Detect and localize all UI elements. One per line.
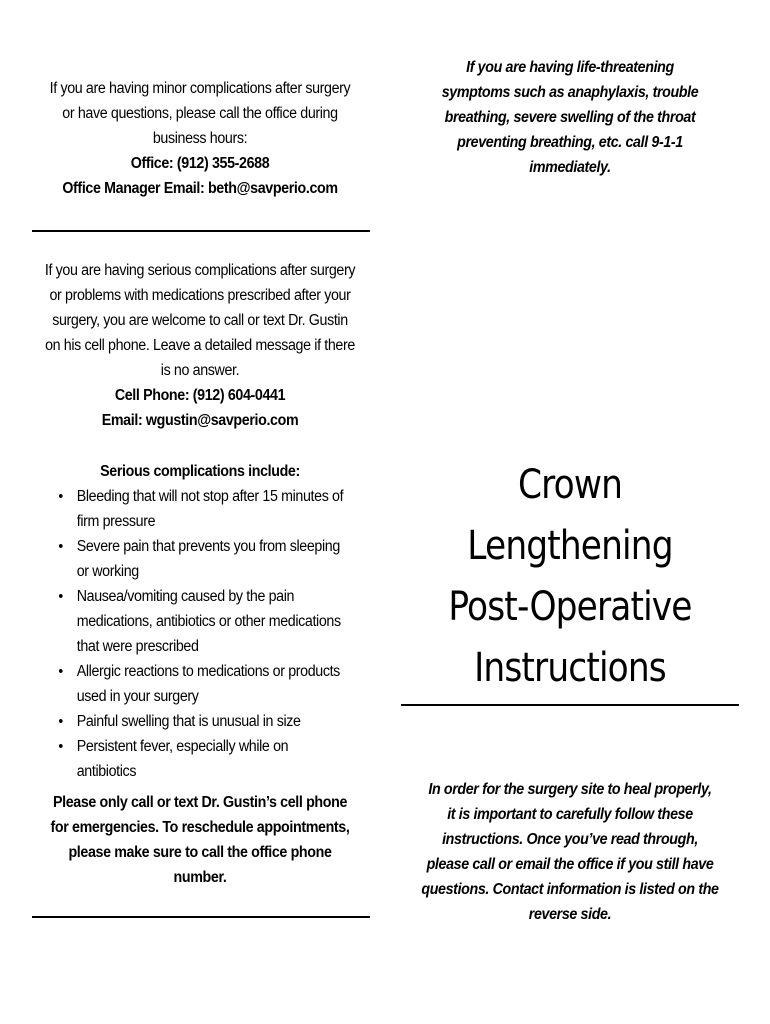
title-line: Crown Lengthening: [467, 462, 673, 569]
bullet-icon: •: [58, 738, 63, 755]
document-title: [424, 455, 716, 699]
emergency-note-line: please make sure to call the office phone: [68, 844, 332, 861]
cell-phone: Cell Phone: (912) 604-0441: [114, 387, 286, 404]
emergency-note-line: Please only call or text Dr. Gustin’s cell phone: [52, 794, 348, 811]
complications-list: [44, 484, 357, 784]
title-line: Instructions: [474, 645, 666, 691]
emergency-note-line: for emergencies. To reschedule appointments,: [50, 819, 350, 836]
list-item-text: Persistent fever, especially while on antibiotics: [76, 738, 289, 780]
bullet-icon: •: [58, 488, 63, 505]
list-item-text: Severe pain that prevents you from sleeping or working: [76, 538, 340, 580]
intro-line: it is important to carefully follow these: [447, 806, 693, 823]
intro-line: please call or email the office if you still have: [426, 856, 714, 873]
bullet-icon: •: [58, 538, 63, 555]
emergency-note: [40, 790, 360, 890]
title-line: Post-Operative: [448, 584, 692, 630]
warning-line: breathing, severe swelling of the throat: [444, 109, 696, 126]
list-item: [44, 709, 357, 734]
bullet-icon: •: [58, 588, 63, 605]
intro-line: questions. Contact information is listed on the: [421, 881, 719, 898]
divider-title: [401, 704, 739, 706]
warning-line: preventing breathing, etc. call 9-1-1: [457, 134, 683, 151]
divider-bottom-left: [32, 916, 370, 918]
warning-line: symptoms such as anaphylaxis, trouble: [441, 84, 699, 101]
emergency-note-line: number.: [173, 869, 227, 886]
list-item-text: Nausea/vomiting caused by the pain medications, antibiotics or other medications that were prescribed: [76, 588, 341, 655]
serious-text-line: is no answer.: [160, 362, 240, 379]
serious-complications-section: [44, 258, 357, 433]
intro-line: reverse side.: [528, 906, 612, 923]
serious-text-line: or problems with medications prescribed after your: [49, 287, 351, 304]
intro-line: In order for the surgery site to heal properly,: [428, 781, 712, 798]
office-manager-email: Office Manager Email: beth@savperio.com: [62, 180, 338, 197]
minor-text-line: business hours:: [152, 130, 248, 147]
office-phone: Office: (912) 355-2688: [130, 155, 270, 172]
warning-line: If you are having life-threatening: [466, 59, 674, 76]
bullet-icon: •: [58, 663, 63, 680]
divider-top-left: [32, 230, 370, 232]
minor-text-line: or have questions, please call the office during: [62, 105, 338, 122]
serious-text-line: surgery, you are welcome to call or text Dr. Gustin: [52, 312, 348, 329]
minor-complications-section: [44, 76, 357, 201]
intro-line: instructions. Once you’ve read through,: [442, 831, 698, 848]
serious-text-line: If you are having serious complications after surgery: [44, 262, 356, 279]
emergency-warning: [414, 55, 727, 180]
list-item: [44, 584, 357, 659]
doctor-email: Email: wgustin@savperio.com: [101, 412, 299, 429]
instructions-intro: [414, 777, 727, 927]
minor-text-line: If you are having minor complications after surgery: [49, 80, 351, 97]
serious-text-line: on his cell phone. Leave a detailed message if there: [45, 337, 355, 354]
complications-list-section: [44, 459, 357, 784]
list-item: [44, 734, 357, 784]
list-item: [44, 484, 357, 534]
list-item-text: Painful swelling that is unusual in size: [76, 713, 301, 730]
warning-line: immediately.: [529, 159, 611, 176]
list-item-text: Bleeding that will not stop after 15 minutes of firm pressure: [76, 488, 344, 530]
bullet-icon: •: [58, 713, 63, 730]
list-item-text: Allergic reactions to medications or products used in your surgery: [76, 663, 340, 705]
complications-heading: Serious complications include:: [100, 463, 300, 480]
list-item: [44, 659, 357, 709]
list-item: [44, 534, 357, 584]
